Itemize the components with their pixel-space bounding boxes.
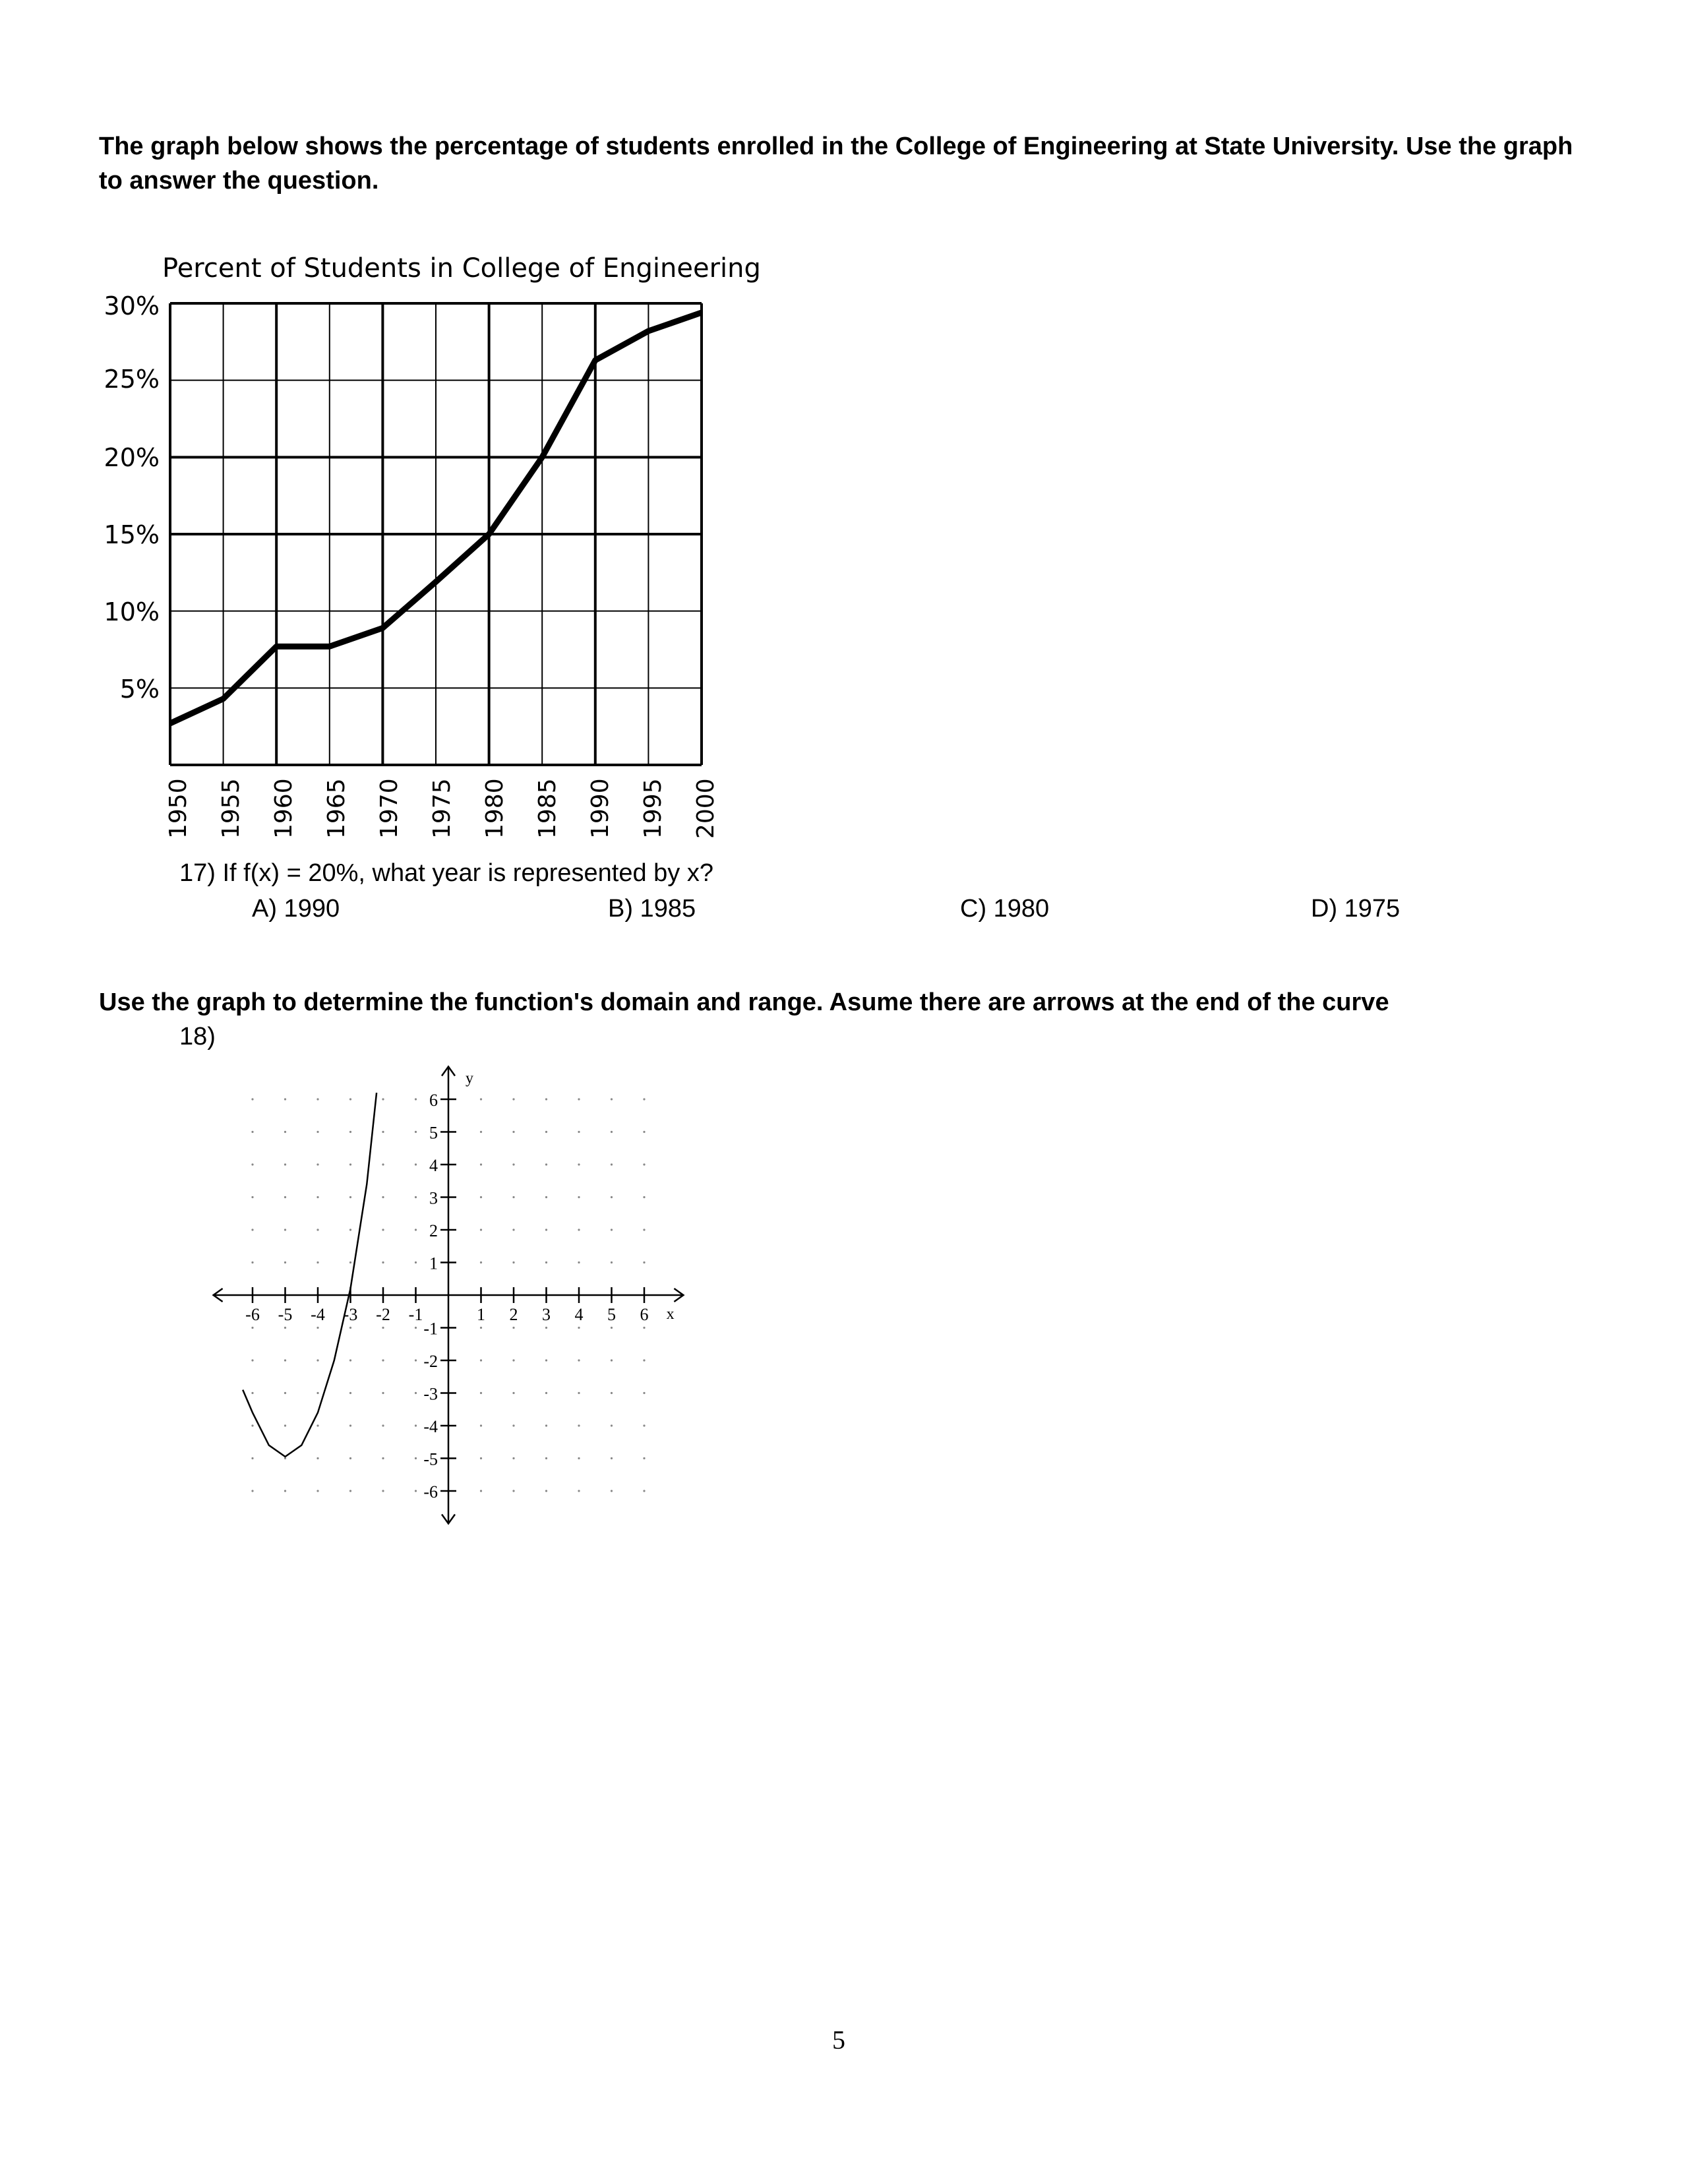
grid-dot: [349, 1359, 351, 1361]
grid-dot: [512, 1359, 514, 1361]
grid-dot: [480, 1196, 482, 1198]
answer-choice-b: B) 1985: [608, 895, 696, 923]
grid-dot: [415, 1392, 417, 1394]
x-tick-label: 1965: [323, 778, 350, 839]
x-tick-label: 1995: [640, 778, 667, 839]
grid-dot: [415, 1490, 417, 1492]
x-tick-label: 1975: [429, 778, 456, 839]
grid-dot: [284, 1359, 286, 1361]
grid-dot: [578, 1163, 580, 1165]
grid-dot: [316, 1424, 318, 1426]
question-17-text: 17) If f(x) = 20%, what year is represented by x?: [179, 859, 713, 887]
grid-dot: [316, 1457, 318, 1459]
grid-dot: [316, 1490, 318, 1492]
grid-dot: [578, 1098, 580, 1100]
grid-dot: [545, 1457, 547, 1459]
grid-dot: [251, 1327, 253, 1329]
answer-choice-c: C) 1980: [960, 895, 1050, 923]
grid-dot: [578, 1196, 580, 1198]
y-axis-label: y: [466, 1070, 473, 1087]
y-tick-label: -1: [423, 1319, 438, 1339]
y-tick-label: 25%: [104, 365, 160, 394]
grid-dot: [578, 1490, 580, 1492]
grid-dot: [545, 1490, 547, 1492]
grid-dot: [316, 1098, 318, 1100]
grid-dot: [512, 1261, 514, 1263]
grid-dot: [284, 1392, 286, 1394]
y-tick-label: -2: [423, 1352, 438, 1371]
y-tick-label: 1: [429, 1254, 438, 1273]
grid-dot: [415, 1261, 417, 1263]
y-tick-label: -5: [423, 1449, 438, 1469]
grid-dot: [578, 1359, 580, 1361]
instructions-q18: Use the graph to determine the function's domain and range. Asume there are arrows at the end of the curve: [99, 988, 1389, 1016]
instructions-q17: The graph below shows the percentage of students enrolled in the College of Engineering at State University. Use the graph to answer the question.: [99, 133, 1573, 195]
x-tick-label: 1: [477, 1305, 485, 1324]
grid-dot: [545, 1261, 547, 1263]
grid-dot: [284, 1327, 286, 1329]
grid-dot: [284, 1098, 286, 1100]
grid-dot: [251, 1131, 253, 1133]
y-tick-label: 4: [429, 1156, 438, 1175]
grid-dot: [611, 1163, 613, 1165]
x-tick-label: -5: [278, 1305, 293, 1324]
grid-dot: [251, 1228, 253, 1230]
grid-dot: [349, 1163, 351, 1165]
y-tick-label: 5: [429, 1123, 438, 1143]
grid-dot: [316, 1261, 318, 1263]
grid-dot: [284, 1261, 286, 1263]
grid-dot: [251, 1490, 253, 1492]
grid-dot: [611, 1327, 613, 1329]
grid-dot: [611, 1359, 613, 1361]
grid-dot: [349, 1131, 351, 1133]
grid-dot: [512, 1163, 514, 1165]
grid-dot: [382, 1196, 384, 1198]
grid-dot: [382, 1490, 384, 1492]
grid-dot: [251, 1359, 253, 1361]
grid-dot: [284, 1131, 286, 1133]
grid-dot: [578, 1457, 580, 1459]
grid-dot: [415, 1424, 417, 1426]
grid-dot: [251, 1098, 253, 1100]
page-number: 5: [832, 2025, 845, 2055]
x-tick-label: 5: [607, 1305, 616, 1324]
grid-dot: [643, 1228, 645, 1230]
y-tick-label: 10%: [104, 597, 160, 626]
grid-dot: [512, 1098, 514, 1100]
grid-dot: [349, 1457, 351, 1459]
x-tick-label: -2: [376, 1305, 390, 1324]
answer-choice-a: A) 1990: [252, 895, 340, 923]
grid-dot: [284, 1424, 286, 1426]
grid-dot: [251, 1392, 253, 1394]
grid-dot: [545, 1392, 547, 1394]
y-tick-label: -3: [423, 1384, 438, 1404]
x-tick-label: 1980: [481, 778, 508, 839]
grid-dot: [480, 1261, 482, 1263]
grid-dot: [545, 1196, 547, 1198]
grid-dot: [480, 1424, 482, 1426]
grid-dot: [611, 1131, 613, 1133]
grid-dot: [349, 1196, 351, 1198]
grid-dot: [578, 1392, 580, 1394]
x-tick-label: 1950: [165, 778, 192, 839]
grid-dot: [643, 1490, 645, 1492]
grid-dot: [382, 1457, 384, 1459]
grid-dot: [316, 1131, 318, 1133]
grid-dot: [480, 1098, 482, 1100]
grid-dot: [512, 1392, 514, 1394]
question-18-number: 18): [179, 1023, 216, 1050]
grid-dot: [316, 1359, 318, 1361]
grid-dot: [545, 1327, 547, 1329]
grid-dot: [480, 1327, 482, 1329]
grid-dot: [415, 1327, 417, 1329]
x-tick-label: 1985: [534, 778, 561, 839]
grid-dot: [349, 1098, 351, 1100]
grid-dot: [284, 1490, 286, 1492]
grid-dot: [415, 1228, 417, 1230]
grid-dot: [512, 1327, 514, 1329]
grid-dot: [415, 1098, 417, 1100]
grid-dot: [643, 1457, 645, 1459]
grid-dot: [611, 1457, 613, 1459]
x-tick-label: 2: [509, 1305, 518, 1324]
x-tick-label: 1960: [270, 778, 297, 839]
grid-dot: [480, 1392, 482, 1394]
grid-dot: [415, 1163, 417, 1165]
x-tick-label: 6: [640, 1305, 649, 1324]
grid-dot: [611, 1490, 613, 1492]
grid-dot: [643, 1327, 645, 1329]
y-tick-label: 5%: [119, 675, 160, 704]
grid-dot: [349, 1261, 351, 1263]
grid-dot: [480, 1163, 482, 1165]
grid-dot: [382, 1228, 384, 1230]
grid-dot: [316, 1163, 318, 1165]
grid-dot: [415, 1196, 417, 1198]
x-tick-label: 1990: [587, 778, 614, 839]
chart-title: Percent of Students in College of Engineering: [162, 253, 761, 284]
grid-dot: [316, 1196, 318, 1198]
grid-dot: [349, 1327, 351, 1329]
x-tick-label: 3: [542, 1305, 551, 1324]
grid-dot: [349, 1424, 351, 1426]
grid-dot: [545, 1424, 547, 1426]
grid-dot: [480, 1131, 482, 1133]
grid-dot: [316, 1327, 318, 1329]
parabola-curve: [243, 1093, 377, 1457]
grid-dot: [415, 1359, 417, 1361]
grid-dot: [415, 1457, 417, 1459]
grid-dot: [643, 1196, 645, 1198]
grid-dot: [382, 1261, 384, 1263]
grid-dot: [382, 1163, 384, 1165]
grid-dot: [284, 1196, 286, 1198]
y-tick-label: 6: [429, 1091, 438, 1110]
x-axis-label: x: [666, 1306, 675, 1323]
grid-dot: [611, 1392, 613, 1394]
grid-dot: [578, 1261, 580, 1263]
x-tick-label: -1: [408, 1305, 423, 1324]
grid-dot: [545, 1098, 547, 1100]
x-tick-label: -3: [343, 1305, 358, 1324]
grid-dot: [382, 1131, 384, 1133]
y-tick-label: -6: [423, 1482, 438, 1502]
grid-dot: [512, 1457, 514, 1459]
grid-dot: [251, 1163, 253, 1165]
grid-dot: [349, 1228, 351, 1230]
grid-dot: [480, 1359, 482, 1361]
answer-choice-d: D) 1975: [1311, 895, 1401, 923]
grid-dot: [251, 1196, 253, 1198]
grid-dot: [611, 1424, 613, 1426]
grid-dot: [578, 1228, 580, 1230]
grid-dot: [512, 1131, 514, 1133]
grid-dot: [611, 1196, 613, 1198]
grid-dot: [545, 1359, 547, 1361]
grid-dot: [349, 1490, 351, 1492]
y-tick-label: 3: [429, 1188, 438, 1208]
grid-dot: [643, 1392, 645, 1394]
grid-dot: [643, 1359, 645, 1361]
grid-dot: [512, 1424, 514, 1426]
grid-dot: [382, 1098, 384, 1100]
grid-dot: [545, 1163, 547, 1165]
x-tick-label: -4: [311, 1305, 325, 1324]
grid-dot: [545, 1131, 547, 1133]
grid-dot: [284, 1163, 286, 1165]
grid-dot: [349, 1392, 351, 1394]
grid-dot: [512, 1196, 514, 1198]
grid-dot: [251, 1261, 253, 1263]
y-tick-label: 15%: [104, 520, 160, 549]
y-tick-label: -4: [423, 1417, 438, 1436]
y-tick-label: 20%: [104, 443, 160, 472]
grid-dot: [643, 1424, 645, 1426]
grid-dot: [643, 1131, 645, 1133]
grid-dot: [382, 1424, 384, 1426]
x-tick-label: 1970: [376, 778, 403, 839]
grid-dot: [316, 1228, 318, 1230]
grid-dot: [512, 1490, 514, 1492]
y-tick-label: 30%: [104, 291, 160, 320]
grid-dot: [611, 1228, 613, 1230]
grid-dot: [251, 1457, 253, 1459]
grid-dot: [382, 1327, 384, 1329]
x-tick-label: 4: [574, 1305, 584, 1324]
grid-dot: [415, 1131, 417, 1133]
grid-dot: [251, 1424, 253, 1426]
grid-dot: [643, 1163, 645, 1165]
grid-dot: [578, 1327, 580, 1329]
grid-dot: [643, 1098, 645, 1100]
x-tick-label: 2000: [692, 778, 719, 839]
y-tick-label: 2: [429, 1221, 438, 1240]
grid-dot: [480, 1457, 482, 1459]
grid-dot: [545, 1228, 547, 1230]
grid-dot: [480, 1228, 482, 1230]
grid-dot: [512, 1228, 514, 1230]
grid-dot: [382, 1392, 384, 1394]
grid-dot: [480, 1490, 482, 1492]
grid-dot: [578, 1131, 580, 1133]
grid-dot: [284, 1228, 286, 1230]
grid-dot: [578, 1424, 580, 1426]
x-tick-label: 1955: [218, 778, 245, 839]
x-tick-label: -6: [245, 1305, 260, 1324]
grid-dot: [382, 1359, 384, 1361]
grid-dot: [611, 1098, 613, 1100]
grid-dot: [611, 1261, 613, 1263]
grid-dot: [316, 1392, 318, 1394]
grid-dot: [643, 1261, 645, 1263]
